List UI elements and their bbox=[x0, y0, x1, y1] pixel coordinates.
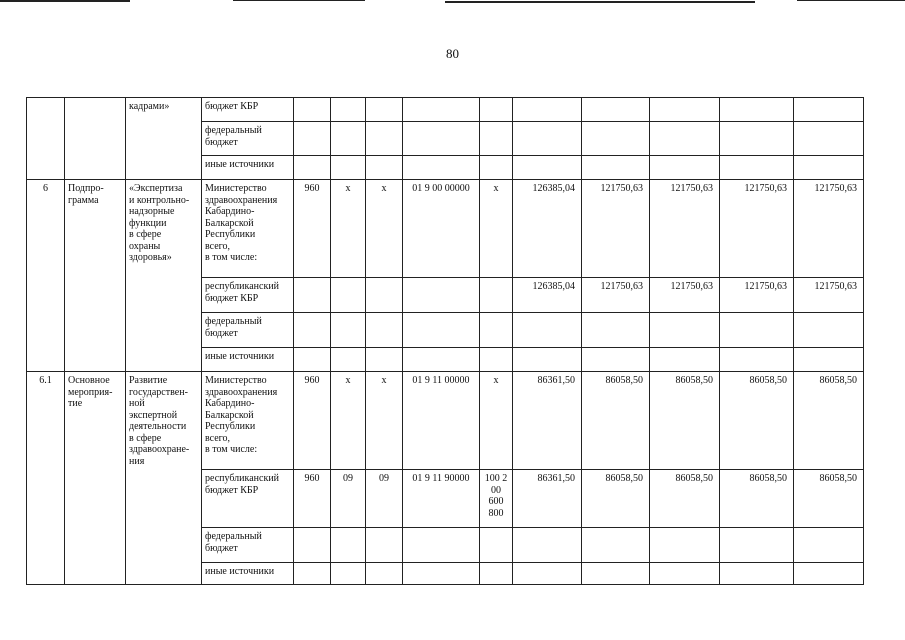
cell-pr bbox=[366, 348, 403, 372]
cell-year-5 bbox=[794, 122, 864, 156]
cell-grbs bbox=[294, 98, 331, 122]
cell-year-2 bbox=[582, 122, 650, 156]
cell-grbs bbox=[294, 528, 331, 563]
cell-year-4 bbox=[720, 563, 794, 585]
cell-grbs: 960 bbox=[294, 180, 331, 278]
cell-year-3 bbox=[650, 563, 720, 585]
cell-year-5: 121750,63 bbox=[794, 278, 864, 313]
cell-year-1: 126385,04 bbox=[513, 180, 582, 278]
cell-rz: х bbox=[331, 180, 366, 278]
cell-vr bbox=[480, 313, 513, 348]
cell-year-4 bbox=[720, 98, 794, 122]
cell-funding-source: бюджет КБР bbox=[202, 98, 294, 122]
cell-year-3 bbox=[650, 313, 720, 348]
cell-vr: х bbox=[480, 372, 513, 470]
cell-year-5 bbox=[794, 528, 864, 563]
cell-year-1: 86361,50 bbox=[513, 372, 582, 470]
cell-year-5 bbox=[794, 348, 864, 372]
cell-csr: 01 9 11 00000 bbox=[403, 372, 480, 470]
cell-pr: х bbox=[366, 372, 403, 470]
cell-vr bbox=[480, 122, 513, 156]
cell-year-5 bbox=[794, 313, 864, 348]
cell-year-5 bbox=[794, 156, 864, 180]
cell-year-5 bbox=[794, 563, 864, 585]
scan-artifact-line bbox=[233, 0, 365, 1]
cell-row-number bbox=[27, 98, 65, 180]
cell-year-4: 121750,63 bbox=[720, 180, 794, 278]
cell-grbs bbox=[294, 122, 331, 156]
cell-year-5: 121750,63 bbox=[794, 180, 864, 278]
cell-vr: х bbox=[480, 180, 513, 278]
cell-row-number: 6.1 bbox=[27, 372, 65, 585]
cell-year-1 bbox=[513, 98, 582, 122]
cell-grbs bbox=[294, 313, 331, 348]
cell-vr bbox=[480, 348, 513, 372]
cell-year-1 bbox=[513, 563, 582, 585]
cell-rz bbox=[331, 278, 366, 313]
cell-year-1 bbox=[513, 122, 582, 156]
cell-year-2 bbox=[582, 563, 650, 585]
cell-pr bbox=[366, 313, 403, 348]
cell-pr bbox=[366, 563, 403, 585]
cell-year-5: 86058,50 bbox=[794, 470, 864, 528]
cell-vr: 100 2 00 600 800 bbox=[480, 470, 513, 528]
cell-rz bbox=[331, 122, 366, 156]
page-number: 80 bbox=[446, 46, 459, 61]
cell-year-2: 86058,50 bbox=[582, 372, 650, 470]
scan-artifact-line bbox=[797, 0, 905, 1]
cell-pr bbox=[366, 122, 403, 156]
cell-year-3 bbox=[650, 98, 720, 122]
cell-rz: х bbox=[331, 372, 366, 470]
cell-grbs bbox=[294, 156, 331, 180]
cell-row-type: Подпро- грамма bbox=[65, 180, 126, 372]
cell-rz bbox=[331, 156, 366, 180]
cell-grbs bbox=[294, 563, 331, 585]
cell-rz bbox=[331, 528, 366, 563]
cell-year-5: 86058,50 bbox=[794, 372, 864, 470]
cell-year-1 bbox=[513, 156, 582, 180]
cell-funding-source: федеральный бюджет bbox=[202, 122, 294, 156]
cell-year-2 bbox=[582, 98, 650, 122]
cell-vr bbox=[480, 563, 513, 585]
cell-year-4 bbox=[720, 122, 794, 156]
cell-year-3: 121750,63 bbox=[650, 278, 720, 313]
cell-year-2 bbox=[582, 348, 650, 372]
cell-funding-source: иные источники bbox=[202, 348, 294, 372]
cell-year-3 bbox=[650, 156, 720, 180]
cell-rz bbox=[331, 348, 366, 372]
cell-funding-source: Министерство здравоохранения Кабардино- Балкарской Республики всего, в том числе: bbox=[202, 180, 294, 278]
cell-vr bbox=[480, 156, 513, 180]
cell-year-4 bbox=[720, 348, 794, 372]
cell-row-type: Основное мероприя- тие bbox=[65, 372, 126, 585]
cell-csr: 01 9 11 90000 bbox=[403, 470, 480, 528]
cell-name: «Экспертиза и контрольно- надзорные функции в сфере охраны здоровья» bbox=[126, 180, 202, 372]
scan-artifact-line bbox=[0, 0, 130, 2]
table-row bbox=[27, 180, 864, 278]
cell-pr: х bbox=[366, 180, 403, 278]
cell-year-2: 121750,63 bbox=[582, 180, 650, 278]
cell-row-number: 6 bbox=[27, 180, 65, 372]
cell-funding-source: федеральный бюджет bbox=[202, 313, 294, 348]
cell-year-4 bbox=[720, 528, 794, 563]
cell-vr bbox=[480, 278, 513, 313]
scan-artifact-line bbox=[445, 1, 755, 3]
cell-year-3 bbox=[650, 348, 720, 372]
cell-year-3: 86058,50 bbox=[650, 372, 720, 470]
cell-rz bbox=[331, 313, 366, 348]
cell-csr bbox=[403, 122, 480, 156]
cell-pr bbox=[366, 156, 403, 180]
cell-year-4 bbox=[720, 313, 794, 348]
cell-year-2 bbox=[582, 528, 650, 563]
cell-rz: 09 bbox=[331, 470, 366, 528]
cell-funding-source: Министерство здравоохранения Кабардино- Балкарской Республики всего, в том числе: bbox=[202, 372, 294, 470]
cell-year-2: 121750,63 bbox=[582, 278, 650, 313]
cell-pr: 09 bbox=[366, 470, 403, 528]
cell-csr bbox=[403, 278, 480, 313]
cell-year-3: 86058,50 bbox=[650, 470, 720, 528]
cell-year-4 bbox=[720, 156, 794, 180]
cell-year-2: 86058,50 bbox=[582, 470, 650, 528]
cell-year-2 bbox=[582, 313, 650, 348]
cell-name: кадрами» bbox=[126, 98, 202, 180]
cell-funding-source: иные источники bbox=[202, 156, 294, 180]
cell-pr bbox=[366, 278, 403, 313]
cell-csr bbox=[403, 156, 480, 180]
cell-row-type bbox=[65, 98, 126, 180]
cell-vr bbox=[480, 528, 513, 563]
cell-csr bbox=[403, 563, 480, 585]
cell-pr bbox=[366, 98, 403, 122]
cell-funding-source: республиканский бюджет КБР bbox=[202, 470, 294, 528]
cell-year-1 bbox=[513, 528, 582, 563]
table-row bbox=[27, 372, 864, 470]
cell-csr bbox=[403, 313, 480, 348]
table-row bbox=[27, 98, 864, 122]
cell-grbs: 960 bbox=[294, 372, 331, 470]
cell-year-4: 86058,50 bbox=[720, 372, 794, 470]
cell-vr bbox=[480, 98, 513, 122]
cell-year-1: 86361,50 bbox=[513, 470, 582, 528]
cell-rz bbox=[331, 563, 366, 585]
cell-grbs bbox=[294, 348, 331, 372]
cell-csr: 01 9 00 00000 bbox=[403, 180, 480, 278]
cell-year-2 bbox=[582, 156, 650, 180]
cell-grbs bbox=[294, 278, 331, 313]
cell-year-5 bbox=[794, 98, 864, 122]
cell-year-3 bbox=[650, 528, 720, 563]
budget-table bbox=[26, 97, 864, 585]
cell-year-4: 121750,63 bbox=[720, 278, 794, 313]
cell-grbs: 960 bbox=[294, 470, 331, 528]
cell-csr bbox=[403, 528, 480, 563]
cell-name: Развитие государствен- ной экспертной деятельности в сфере здравоохране- ния bbox=[126, 372, 202, 585]
cell-year-1: 126385,04 bbox=[513, 278, 582, 313]
cell-year-1 bbox=[513, 348, 582, 372]
cell-year-3: 121750,63 bbox=[650, 180, 720, 278]
cell-funding-source: республиканский бюджет КБР bbox=[202, 278, 294, 313]
cell-year-3 bbox=[650, 122, 720, 156]
cell-csr bbox=[403, 98, 480, 122]
cell-year-1 bbox=[513, 313, 582, 348]
cell-rz bbox=[331, 98, 366, 122]
cell-year-4: 86058,50 bbox=[720, 470, 794, 528]
cell-funding-source: иные источники bbox=[202, 563, 294, 585]
cell-pr bbox=[366, 528, 403, 563]
cell-csr bbox=[403, 348, 480, 372]
cell-funding-source: федеральный бюджет bbox=[202, 528, 294, 563]
